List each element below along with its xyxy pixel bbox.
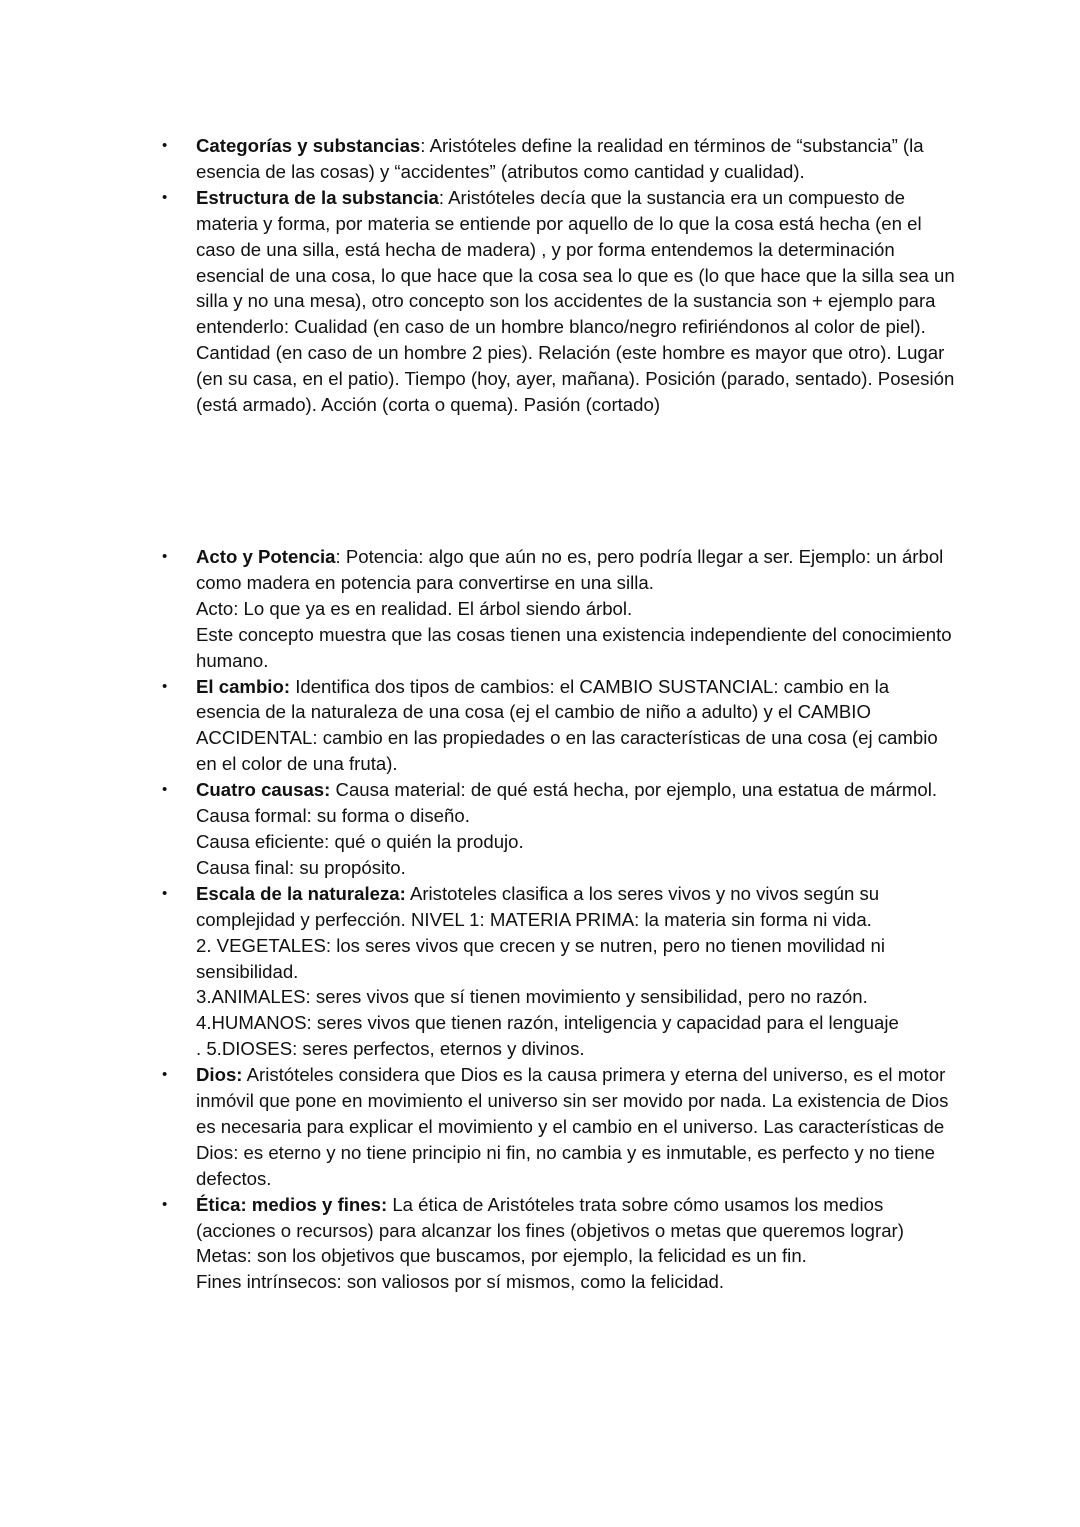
item-text: Aristoteles clasifica a los seres vivos y no vivos según su complejidad y perfección. NIVEL 1: MATERIA PRIMA: la materia sin forma ni vida. 2. VEGETALES: los seres vivos que crecen y se nutren, pero no tienen movilidad ni sensibilidad. 3.ANIMALES: seres vivos que sí tienen movimiento y sensibilidad, pero no razón. 4.HUMANOS: seres vivos que tienen razón, inteligencia y capacidad para el lenguaje . 5.DIOSES: seres perfectos, eternos y divinos. xyxy=(196,882,899,1060)
list-item-etica xyxy=(0,1192,956,1296)
list-item-dios xyxy=(0,1062,956,1192)
item-label: Estructura de la substancia xyxy=(196,186,439,208)
item-label: Dios: xyxy=(196,1064,243,1086)
item-text: Causa material: de qué está hecha, por ejemplo, una estatua de mármol. Causa formal: su forma o diseño. Causa eficiente: qué o quién la produjo. Causa final: su propósito. xyxy=(196,779,938,878)
bullet-icon: • xyxy=(162,781,168,799)
bullet-list-1 xyxy=(0,133,1080,418)
bullet-icon: • xyxy=(162,137,168,154)
bullet-icon: • xyxy=(162,548,168,565)
bullet-icon: • xyxy=(162,1066,168,1084)
bullet-list-2 xyxy=(0,544,1080,1295)
item-label: Categorías y substancias xyxy=(196,135,421,156)
item-text: La ética de Aristóteles trata sobre cómo usamos los medios (acciones o recursos) para alcanzar los fines (objetivos o metas que queremos lograr) Metas: son los objetivos que buscamos, por ejemplo, la felicidad es un fin. Fines intrínsecos: son valiosos por sí mismos, como la felicidad. xyxy=(196,1193,904,1293)
item-text: : Potencia: algo que aún no es, pero podría llegar a ser. Ejemplo: un árbol como madera en potencia para convertirse en una silla. Acto: Lo que ya es en realidad. El árbol siendo árbol. Este concepto muestra que las cosas tienen una existencia independiente del conocimiento humano. xyxy=(196,546,952,671)
list-item-cambio xyxy=(0,674,956,778)
bullet-icon: • xyxy=(162,1195,168,1213)
list-item-escala-naturaleza xyxy=(0,881,956,1062)
bullet-icon: • xyxy=(162,188,168,206)
bullet-icon: • xyxy=(162,884,168,902)
item-label: Escala de la naturaleza: xyxy=(196,882,406,904)
list-item-acto-potencia xyxy=(0,544,956,674)
item-label: Cuatro causas: xyxy=(196,779,331,801)
list-item-estructura xyxy=(0,185,956,418)
item-label: Acto y Potencia xyxy=(196,546,336,567)
item-label: El cambio: xyxy=(196,675,291,697)
item-text: Identifica dos tipos de cambios: el CAMBIO SUSTANCIAL: cambio en la esencia de la naturaleza de una cosa (ej el cambio de niño a adulto) y el CAMBIO ACCIDENTAL: cambio en las propiedades o en las características de una cosa (ej cambio en el color de una fruta). xyxy=(196,675,938,775)
item-label: Ética: medios y fines: xyxy=(196,1193,388,1215)
item-text: : Aristóteles decía que la sustancia era un compuesto de materia y forma, por materia se entiende por aquello de lo que la cosa está hecha (en el caso de una silla, está hecha de madera) , y por forma entendemos la determinación esencial de una cosa, lo que hace que la cosa sea lo que es (lo que hace que la silla sea un silla y no una mesa), otro concepto son los accidentes de la sustancia son + ejemplo para entenderlo: Cualidad (en caso de un hombre blanco/negro refiriéndonos al color de piel). Cantidad (en caso de un hombre 2 pies). Relación (este hombre es mayor que otro). Lugar (en su casa, en el patio). Tiempo (hoy, ayer, mañana). Posición (parado, sentado). Posesión (está armado). Acción (corta o quema). Pasión (cortado) xyxy=(196,186,955,416)
bullet-icon: • xyxy=(162,677,168,695)
item-text: Aristóteles considera que Dios es la causa primera y eterna del universo, es el motor inmóvil que pone en movimiento el universo sin ser movido por nada. La existencia de Dios es necesaria para explicar el movimiento y el cambio en el universo. Las características de Dios: es eterno y no tiene principio ni fin, no cambia y es inmutable, es perfecto y no tiene defectos. xyxy=(196,1064,949,1189)
item-text: : Aristóteles define la realidad en términos de “substancia” (la esencia de las cosas) y “accidentes” (atributos como cantidad y cualidad). xyxy=(196,135,924,182)
list-item-cuatro-causas xyxy=(0,777,956,881)
list-item-categorias xyxy=(0,133,956,185)
